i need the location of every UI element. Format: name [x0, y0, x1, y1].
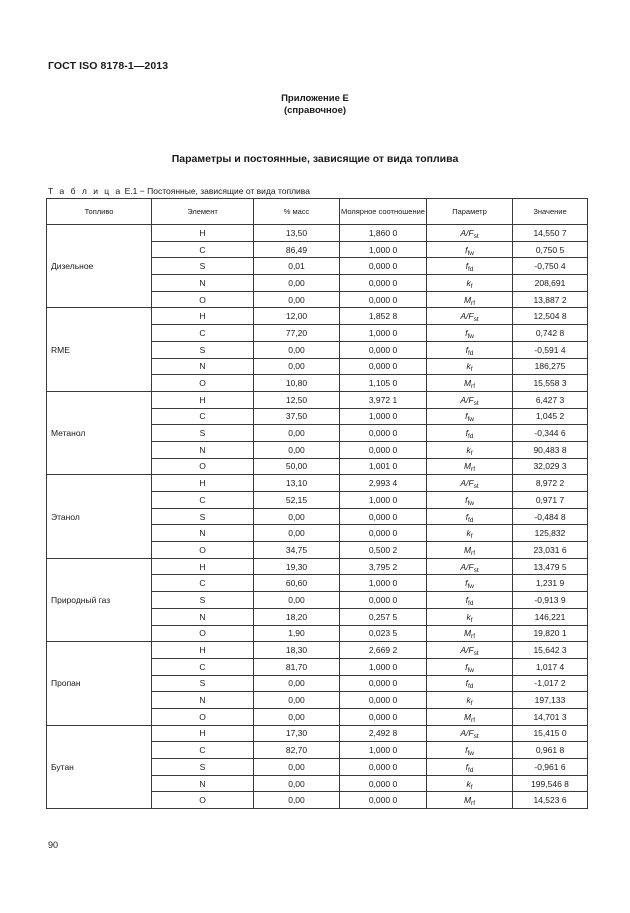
table-body: [47, 225, 588, 809]
element-cell: C: [152, 492, 254, 509]
molar-cell: 0,000 0: [340, 792, 427, 809]
value-cell: 15,415 0: [513, 725, 588, 742]
mass-cell: 0,00: [254, 275, 340, 292]
value-cell: -0,750 4: [513, 258, 588, 275]
element-cell: S: [152, 675, 254, 692]
table-caption: [48, 186, 310, 196]
parameter-symbol: f: [465, 344, 468, 355]
mass-cell: 0,00: [254, 441, 340, 458]
parameter-cell: [427, 708, 513, 725]
element-cell: N: [152, 358, 254, 375]
appendix-title: Приложение Е: [281, 93, 349, 104]
parameter-cell: [427, 542, 513, 559]
parameter-subscript: fw: [467, 332, 474, 340]
value-cell: -1,017 2: [513, 675, 588, 692]
value-cell: 1,045 2: [513, 408, 588, 425]
parameter-subscript: f: [470, 533, 473, 541]
parameter-cell: [427, 658, 513, 675]
molar-cell: 3,795 2: [340, 558, 427, 575]
molar-cell: 0,000 0: [340, 258, 427, 275]
value-cell: -0,913 9: [513, 592, 588, 609]
parameter-subscript: fd: [467, 516, 474, 524]
table-caption-text: − Постоянные, зависящие от вида топлива: [139, 186, 310, 196]
parameter-cell: [427, 225, 513, 242]
parameter-cell: [427, 291, 513, 308]
mass-cell: 52,15: [254, 492, 340, 509]
element-cell: O: [152, 375, 254, 392]
element-cell: C: [152, 575, 254, 592]
value-cell: 13,479 5: [513, 558, 588, 575]
parameter-cell: [427, 759, 513, 776]
molar-cell: 0,000 0: [340, 708, 427, 725]
mass-cell: 81,70: [254, 658, 340, 675]
parameter-cell: [427, 275, 513, 292]
parameter-cell: [427, 608, 513, 625]
element-cell: O: [152, 291, 254, 308]
molar-cell: 0,000 0: [340, 291, 427, 308]
molar-cell: 0,500 2: [340, 542, 427, 559]
parameter-symbol: k: [466, 611, 471, 622]
parameter-symbol: A/F: [460, 728, 474, 739]
parameter-subscript: fd: [467, 266, 474, 274]
value-cell: 0,961 8: [513, 742, 588, 759]
element-cell: C: [152, 241, 254, 258]
element-cell: C: [152, 658, 254, 675]
parameter-subscript: fw: [467, 249, 474, 257]
parameter-subscript: fd: [467, 766, 474, 774]
parameter-cell: [427, 441, 513, 458]
parameter-cell: [427, 792, 513, 809]
parameter-symbol: f: [465, 678, 468, 689]
molar-cell: 3,972 1: [340, 391, 427, 408]
value-cell: -0,961 6: [513, 759, 588, 776]
parameter-cell: [427, 592, 513, 609]
element-cell: N: [152, 525, 254, 542]
appendix-heading: [0, 93, 630, 117]
parameter-cell: [427, 525, 513, 542]
parameter-subscript: st: [473, 399, 479, 407]
parameter-symbol: M: [463, 461, 472, 472]
molar-cell: 0,000 0: [340, 275, 427, 292]
element-cell: C: [152, 325, 254, 342]
parameter-symbol: k: [466, 695, 471, 706]
parameter-cell: [427, 408, 513, 425]
molar-cell: 1,852 8: [340, 308, 427, 325]
mass-cell: 60,60: [254, 575, 340, 592]
parameter-subscript: fw: [467, 666, 474, 674]
table-row: [47, 642, 588, 659]
value-cell: -0,344 6: [513, 425, 588, 442]
parameter-subscript: f: [470, 282, 473, 290]
value-cell: 32,029 3: [513, 458, 588, 475]
mass-cell: 1,90: [254, 625, 340, 642]
mass-cell: 82,70: [254, 742, 340, 759]
parameter-symbol: k: [466, 361, 471, 372]
parameter-symbol: f: [465, 428, 468, 439]
mass-cell: 18,20: [254, 608, 340, 625]
parameter-symbol: A/F: [460, 478, 474, 489]
value-cell: 15,558 3: [513, 375, 588, 392]
element-cell: N: [152, 775, 254, 792]
parameter-subscript: rf: [471, 466, 476, 474]
molar-cell: 0,000 0: [340, 508, 427, 525]
element-cell: O: [152, 458, 254, 475]
parameter-subscript: f: [470, 700, 473, 708]
parameter-cell: [427, 308, 513, 325]
parameter-subscript: fw: [467, 750, 474, 758]
element-cell: S: [152, 425, 254, 442]
table-row: [47, 725, 588, 742]
element-cell: O: [152, 708, 254, 725]
value-cell: 23,031 6: [513, 542, 588, 559]
parameter-cell: [427, 391, 513, 408]
parameter-subscript: st: [473, 650, 479, 658]
parameter-cell: [427, 475, 513, 492]
document-standard-header: ГОСТ ISO 8178-1—2013: [48, 60, 169, 72]
value-cell: 14,550 7: [513, 225, 588, 242]
table-header-row: [47, 199, 588, 225]
molar-cell: 0,000 0: [340, 675, 427, 692]
parameter-cell: [427, 675, 513, 692]
element-cell: N: [152, 692, 254, 709]
parameter-symbol: M: [463, 294, 472, 305]
element-cell: H: [152, 475, 254, 492]
value-cell: 8,972 2: [513, 475, 588, 492]
column-header: Значение: [513, 199, 588, 225]
parameter-subscript: fw: [467, 416, 474, 424]
parameter-cell: [427, 358, 513, 375]
mass-cell: 0,00: [254, 525, 340, 542]
molar-cell: 1,000 0: [340, 575, 427, 592]
parameter-symbol: M: [463, 628, 472, 639]
parameter-symbol: A/F: [460, 561, 474, 572]
mass-cell: 0,00: [254, 592, 340, 609]
molar-cell: 1,000 0: [340, 742, 427, 759]
page-number: 90: [48, 840, 59, 850]
mass-cell: 0,00: [254, 792, 340, 809]
value-cell: 0,971 7: [513, 492, 588, 509]
mass-cell: 0,00: [254, 775, 340, 792]
parameter-symbol: f: [465, 511, 468, 522]
mass-cell: 12,50: [254, 391, 340, 408]
value-cell: 19,820 1: [513, 625, 588, 642]
fuel-name-cell: Этанол: [47, 475, 152, 558]
element-cell: N: [152, 441, 254, 458]
mass-cell: 37,50: [254, 408, 340, 425]
parameter-symbol: f: [465, 411, 468, 422]
parameter-symbol: f: [465, 745, 468, 756]
parameter-cell: [427, 725, 513, 742]
fuel-name-cell: Бутан: [47, 725, 152, 808]
element-cell: O: [152, 625, 254, 642]
molar-cell: 0,000 0: [340, 775, 427, 792]
element-cell: H: [152, 225, 254, 242]
parameter-subscript: f: [470, 366, 473, 374]
column-header: Молярное соотношение: [340, 199, 427, 225]
parameter-subscript: st: [473, 232, 479, 240]
column-header: % масс: [254, 199, 340, 225]
value-cell: 125,832: [513, 525, 588, 542]
value-cell: 6,427 3: [513, 391, 588, 408]
parameter-symbol: f: [465, 661, 468, 672]
parameter-symbol: f: [465, 494, 468, 505]
parameter-cell: [427, 642, 513, 659]
fuel-constants-table: [46, 198, 588, 809]
value-cell: -0,484 8: [513, 508, 588, 525]
parameter-subscript: f: [470, 783, 473, 791]
value-cell: 14,523 6: [513, 792, 588, 809]
mass-cell: 50,00: [254, 458, 340, 475]
parameter-cell: [427, 458, 513, 475]
molar-cell: 2,993 4: [340, 475, 427, 492]
mass-cell: 10,80: [254, 375, 340, 392]
element-cell: O: [152, 792, 254, 809]
mass-cell: 0,00: [254, 675, 340, 692]
fuel-name-cell: Природный газ: [47, 558, 152, 641]
parameter-cell: [427, 625, 513, 642]
fuel-name-cell: Метанол: [47, 391, 152, 474]
parameter-subscript: rf: [471, 549, 476, 557]
table-row: [47, 475, 588, 492]
mass-cell: 13,50: [254, 225, 340, 242]
parameter-cell: [427, 742, 513, 759]
parameter-cell: [427, 492, 513, 509]
parameter-symbol: f: [465, 261, 468, 272]
parameter-subscript: f: [470, 616, 473, 624]
parameter-symbol: k: [466, 444, 471, 455]
element-cell: S: [152, 341, 254, 358]
mass-cell: 0,00: [254, 759, 340, 776]
parameter-subscript: fd: [467, 683, 474, 691]
element-cell: H: [152, 725, 254, 742]
parameter-subscript: fd: [467, 599, 474, 607]
parameter-symbol: k: [466, 778, 471, 789]
fuel-name-cell: RME: [47, 308, 152, 391]
parameter-cell: [427, 558, 513, 575]
element-cell: S: [152, 759, 254, 776]
molar-cell: 2,669 2: [340, 642, 427, 659]
molar-cell: 1,000 0: [340, 658, 427, 675]
parameter-cell: [427, 375, 513, 392]
parameter-symbol: A/F: [460, 645, 474, 656]
molar-cell: 0,023 5: [340, 625, 427, 642]
molar-cell: 1,000 0: [340, 408, 427, 425]
fuel-name-cell: Дизельное: [47, 225, 152, 308]
mass-cell: 13,10: [254, 475, 340, 492]
table-row: [47, 391, 588, 408]
fuel-name-cell: Пропан: [47, 642, 152, 725]
value-cell: 146,221: [513, 608, 588, 625]
value-cell: 197,133: [513, 692, 588, 709]
value-cell: 14,701 3: [513, 708, 588, 725]
value-cell: 186,275: [513, 358, 588, 375]
parameter-subscript: f: [470, 449, 473, 457]
parameter-symbol: f: [465, 594, 468, 605]
molar-cell: 1,000 0: [340, 492, 427, 509]
molar-cell: 0,000 0: [340, 759, 427, 776]
parameter-subscript: rf: [471, 299, 476, 307]
mass-cell: 0,00: [254, 291, 340, 308]
parameter-symbol: A/F: [460, 394, 474, 405]
parameter-cell: [427, 325, 513, 342]
parameter-cell: [427, 692, 513, 709]
molar-cell: 1,000 0: [340, 241, 427, 258]
mass-cell: 0,00: [254, 341, 340, 358]
value-cell: -0,591 4: [513, 341, 588, 358]
parameter-subscript: fw: [467, 583, 474, 591]
molar-cell: 1,860 0: [340, 225, 427, 242]
parameter-subscript: st: [473, 566, 479, 574]
parameter-cell: [427, 575, 513, 592]
value-cell: 208,691: [513, 275, 588, 292]
mass-cell: 0,00: [254, 508, 340, 525]
parameter-subscript: st: [473, 316, 479, 324]
parameter-subscript: rf: [471, 633, 476, 641]
molar-cell: 0,000 0: [340, 525, 427, 542]
element-cell: H: [152, 558, 254, 575]
parameter-cell: [427, 258, 513, 275]
molar-cell: 1,001 0: [340, 458, 427, 475]
value-cell: 90,483 8: [513, 441, 588, 458]
value-cell: 1,231 9: [513, 575, 588, 592]
element-cell: N: [152, 275, 254, 292]
parameter-symbol: f: [465, 761, 468, 772]
parameter-subscript: rf: [471, 383, 476, 391]
appendix-subtitle: (справочное): [283, 105, 347, 116]
mass-cell: 0,00: [254, 358, 340, 375]
parameter-symbol: k: [466, 528, 471, 539]
parameter-symbol: A/F: [460, 227, 474, 238]
element-cell: S: [152, 508, 254, 525]
molar-cell: 0,000 0: [340, 341, 427, 358]
mass-cell: 0,00: [254, 708, 340, 725]
table-caption-label: Т а б л и ц а: [48, 186, 123, 196]
parameter-subscript: st: [473, 483, 479, 491]
parameter-symbol: M: [463, 544, 472, 555]
parameter-symbol: M: [463, 378, 472, 389]
mass-cell: 19,30: [254, 558, 340, 575]
element-cell: O: [152, 542, 254, 559]
parameter-symbol: f: [465, 578, 468, 589]
parameter-cell: [427, 508, 513, 525]
molar-cell: 1,105 0: [340, 375, 427, 392]
element-cell: S: [152, 592, 254, 609]
parameter-subscript: rf: [471, 800, 476, 808]
value-cell: 12,504 8: [513, 308, 588, 325]
table-row: [47, 308, 588, 325]
molar-cell: 0,000 0: [340, 425, 427, 442]
parameter-symbol: f: [465, 327, 468, 338]
parameter-subscript: fw: [467, 499, 474, 507]
parameter-cell: [427, 775, 513, 792]
table-row: [47, 225, 588, 242]
value-cell: 13,887 2: [513, 291, 588, 308]
mass-cell: 0,00: [254, 692, 340, 709]
mass-cell: 86,49: [254, 241, 340, 258]
mass-cell: 77,20: [254, 325, 340, 342]
parameter-symbol: f: [465, 244, 468, 255]
element-cell: C: [152, 742, 254, 759]
parameter-subscript: fd: [467, 349, 474, 357]
mass-cell: 18,30: [254, 642, 340, 659]
parameter-symbol: A/F: [460, 311, 474, 322]
element-cell: H: [152, 391, 254, 408]
molar-cell: 0,000 0: [340, 441, 427, 458]
element-cell: N: [152, 608, 254, 625]
mass-cell: 0,00: [254, 425, 340, 442]
mass-cell: 17,30: [254, 725, 340, 742]
molar-cell: 0,000 0: [340, 692, 427, 709]
molar-cell: 1,000 0: [340, 325, 427, 342]
section-title: Параметры и постоянные, зависящие от вида топлива: [171, 153, 459, 165]
parameter-symbol: M: [463, 711, 472, 722]
parameter-symbol: M: [463, 795, 472, 806]
column-header: Параметр: [427, 199, 513, 225]
molar-cell: 2,492 8: [340, 725, 427, 742]
molar-cell: 0,000 0: [340, 592, 427, 609]
mass-cell: 12,00: [254, 308, 340, 325]
parameter-subscript: rf: [471, 716, 476, 724]
parameter-subscript: st: [473, 733, 479, 741]
column-header: Элемент: [152, 199, 254, 225]
value-cell: 1,017 4: [513, 658, 588, 675]
column-header: Топливо: [47, 199, 152, 225]
table-row: [47, 558, 588, 575]
element-cell: H: [152, 642, 254, 659]
element-cell: C: [152, 408, 254, 425]
table-caption-number: Е.1: [124, 186, 138, 196]
mass-cell: 34,75: [254, 542, 340, 559]
mass-cell: 0,01: [254, 258, 340, 275]
element-cell: S: [152, 258, 254, 275]
value-cell: 0,750 5: [513, 241, 588, 258]
parameter-symbol: k: [466, 277, 471, 288]
element-cell: H: [152, 308, 254, 325]
value-cell: 15,642 3: [513, 642, 588, 659]
parameter-cell: [427, 341, 513, 358]
molar-cell: 0,257 5: [340, 608, 427, 625]
parameter-cell: [427, 241, 513, 258]
value-cell: 199,546 8: [513, 775, 588, 792]
value-cell: 0,742 8: [513, 325, 588, 342]
parameter-cell: [427, 425, 513, 442]
molar-cell: 0,000 0: [340, 358, 427, 375]
parameter-subscript: fd: [467, 433, 474, 441]
